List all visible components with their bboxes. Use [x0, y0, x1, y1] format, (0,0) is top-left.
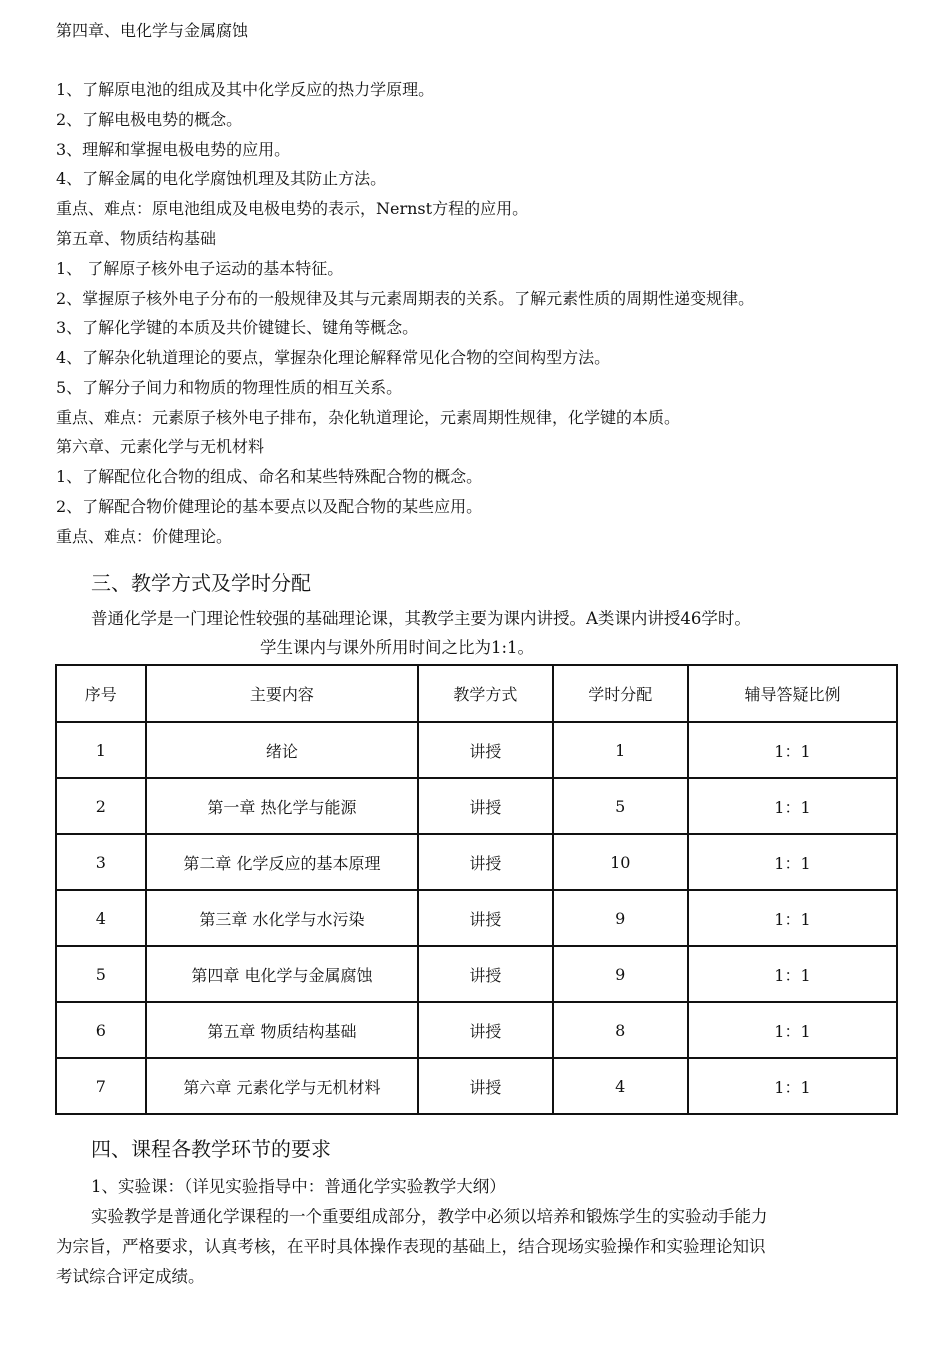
row-hours: 9	[553, 946, 688, 1002]
table-row	[56, 722, 897, 778]
row-content: 第一章 热化学与能源	[146, 778, 419, 834]
row-ratio: 1：1	[688, 834, 897, 890]
chapter4-item-3: 3、理解和掌握电极电势的应用。	[56, 140, 291, 159]
header-hours: 学时分配	[553, 665, 688, 722]
row-method: 讲授	[418, 722, 552, 778]
schedule-table	[55, 664, 898, 1115]
row-ratio: 1：1	[688, 890, 897, 946]
chapter6-item-2: 2、了解配合物价健理论的基本要点以及配合物的某些应用。	[56, 497, 483, 516]
table-row	[56, 778, 897, 834]
row-content: 第四章 电化学与金属腐蚀	[146, 946, 419, 1002]
row-method: 讲授	[418, 778, 552, 834]
row-content: 绪论	[146, 722, 419, 778]
table-row	[56, 946, 897, 1002]
row-method: 讲授	[418, 834, 552, 890]
chapter4-title: 第四章、电化学与金属腐蚀	[56, 21, 249, 40]
table-row	[56, 1002, 897, 1058]
row-index: 5	[56, 946, 146, 1002]
chapter4-key-points: 重点、难点：原电池组成及电极电势的表示，Nernst方程的应用。	[56, 199, 529, 218]
section4-subheading-1: 1、实验课：（详见实验指导中：普通化学实验教学大纲）	[91, 1177, 506, 1196]
row-method: 讲授	[418, 1058, 552, 1114]
chapter5-item-5: 5、了解分子间力和物质的物理性质的相互关系。	[56, 378, 403, 397]
chapter5-item-4: 4、了解杂化轨道理论的要点，掌握杂化理论解释常见化合物的空间构型方法。	[56, 348, 611, 367]
row-index: 6	[56, 1002, 146, 1058]
row-hours: 1	[553, 722, 688, 778]
section4-paragraph-line1: 实验教学是普通化学课程的一个重要组成部分，教学中必须以培养和锻炼学生的实验动手能力	[91, 1207, 768, 1226]
section4-paragraph-line3: 考试综合评定成绩。	[56, 1267, 205, 1286]
table-row	[56, 890, 897, 946]
row-ratio: 1：1	[688, 1058, 897, 1114]
row-index: 2	[56, 778, 146, 834]
section3-intro-line2: 学生课内与课外所用时间之比为1:1。	[260, 638, 535, 657]
chapter5-item-3: 3、了解化学键的本质及共价键键长、键角等概念。	[56, 318, 419, 337]
table-row	[56, 834, 897, 890]
chapter4-item-4: 4、了解金属的电化学腐蚀机理及其防止方法。	[56, 169, 387, 188]
row-ratio: 1：1	[688, 1002, 897, 1058]
header-index: 序号	[56, 665, 146, 722]
row-method: 讲授	[418, 946, 552, 1002]
row-index: 7	[56, 1058, 146, 1114]
row-hours: 10	[553, 834, 688, 890]
header-content: 主要内容	[146, 665, 419, 722]
table-header-row	[56, 665, 897, 722]
chapter5-item-2: 2、掌握原子核外电子分布的一般规律及其与元素周期表的关系。了解元素性质的周期性递变规律。	[56, 289, 755, 308]
section3-intro-line1: 普通化学是一门理论性较强的基础理论课，其教学主要为课内讲授。A类课内讲授46学时。	[91, 609, 751, 628]
section4-heading: 四、课程各教学环节的要求	[91, 1137, 331, 1161]
section4-paragraph-line2: 为宗旨，严格要求，认真考核，在平时具体操作表现的基础上，结合现场实验操作和实验理论知识	[56, 1237, 766, 1256]
row-index: 3	[56, 834, 146, 890]
row-ratio: 1：1	[688, 946, 897, 1002]
row-ratio: 1：1	[688, 722, 897, 778]
row-index: 1	[56, 722, 146, 778]
row-content: 第五章 物质结构基础	[146, 1002, 419, 1058]
section3-heading: 三、教学方式及学时分配	[91, 571, 311, 595]
chapter4-item-2: 2、了解电极电势的概念。	[56, 110, 243, 129]
table-row	[56, 1058, 897, 1114]
row-method: 讲授	[418, 1002, 552, 1058]
row-hours: 9	[553, 890, 688, 946]
chapter4-item-1: 1、了解原电池的组成及其中化学反应的热力学原理。	[56, 80, 435, 99]
chapter5-title: 第五章、物质结构基础	[56, 229, 217, 248]
row-hours: 8	[553, 1002, 688, 1058]
chapter5-key-points: 重点、难点：元素原子核外电子排布，杂化轨道理论，元素周期性规律，化学键的本质。	[56, 408, 681, 427]
row-hours: 5	[553, 778, 688, 834]
chapter6-title: 第六章、元素化学与无机材料	[56, 437, 265, 456]
row-ratio: 1：1	[688, 778, 897, 834]
header-method: 教学方式	[418, 665, 552, 722]
chapter6-item-1: 1、了解配位化合物的组成、命名和某些特殊配合物的概念。	[56, 467, 483, 486]
chapter5-item-1: 1、 了解原子核外电子运动的基本特征。	[56, 259, 344, 278]
row-content: 第三章 水化学与水污染	[146, 890, 419, 946]
row-method: 讲授	[418, 890, 552, 946]
header-ratio: 辅导答疑比例	[688, 665, 897, 722]
row-index: 4	[56, 890, 146, 946]
row-content: 第二章 化学反应的基本原理	[146, 834, 419, 890]
row-hours: 4	[553, 1058, 688, 1114]
chapter6-key-points: 重点、难点：价健理论。	[56, 527, 233, 546]
row-content: 第六章 元素化学与无机材料	[146, 1058, 419, 1114]
